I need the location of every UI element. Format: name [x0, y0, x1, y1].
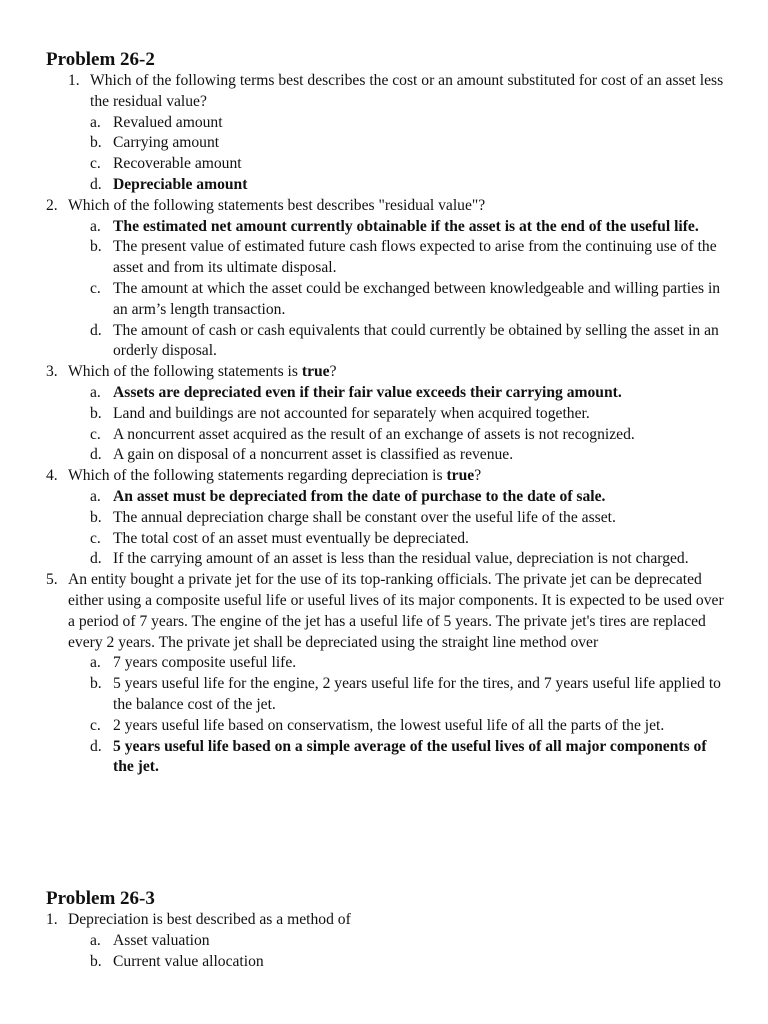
question-number: 1.: [46, 911, 58, 928]
option-letter: b.: [90, 404, 102, 422]
option-letter: a.: [90, 487, 101, 505]
option-c: [0, 529, 768, 550]
answer-options: [0, 653, 768, 778]
option-c: [0, 279, 768, 321]
question-text-part: ?: [474, 467, 482, 485]
option-a-correct: [0, 383, 768, 404]
emphasis-true: true: [446, 467, 475, 485]
option-b: [0, 133, 768, 154]
option-letter: b.: [90, 238, 102, 256]
option-letter: d.: [90, 321, 102, 339]
option-b: [0, 508, 768, 529]
option-text: If the carrying amount of an asset is less than the residual value, depreciation is not charged.: [113, 550, 689, 568]
option-text: Depreciable amount: [113, 175, 248, 193]
option-text: Carrying amount: [113, 134, 220, 152]
option-c: [0, 154, 768, 175]
option-text: Current value allocation: [113, 952, 264, 970]
option-text: The annual depreciation charge shall be constant over the useful life of the asset.: [113, 508, 616, 526]
option-letter: a.: [90, 217, 101, 235]
option-letter: d.: [90, 550, 102, 568]
option-c: [0, 716, 768, 737]
option-letter: c.: [90, 279, 101, 297]
option-letter: b.: [90, 952, 102, 970]
option-b: [0, 952, 768, 973]
option-text: The amount at which the asset could be exchanged between knowledgeable and willing parties in an arm’s length transaction.: [113, 279, 721, 318]
option-text: The estimated net amount currently obtainable if the asset is at the end of the useful life.: [113, 217, 699, 235]
question-text-part: Which of the following statements regarding depreciation is: [68, 467, 447, 485]
option-letter: c.: [90, 716, 101, 734]
option-d: [0, 321, 768, 363]
question-text: [0, 466, 768, 487]
option-b: [0, 404, 768, 425]
option-text: The amount of cash or cash equivalents that could currently be obtained by selling the asset in an orderly disposal.: [113, 321, 719, 360]
question-number: 3.: [46, 363, 58, 381]
option-a-correct: [0, 217, 768, 238]
option-text: 2 years useful life based on conservatism, the lowest useful life of all the parts of the jet.: [113, 716, 665, 734]
problem-26-3-questions: [0, 910, 768, 972]
option-d: [0, 445, 768, 466]
option-text: Land and buildings are not accounted for separately when acquired together.: [113, 404, 590, 422]
problem-26-2-questions: [0, 71, 768, 778]
option-text: The total cost of an asset must eventually be depreciated.: [113, 529, 469, 547]
option-letter: b.: [90, 508, 102, 526]
option-text: Assets are depreciated even if their fair value exceeds their carrying amount.: [113, 383, 622, 401]
question-number: 5.: [46, 571, 58, 589]
option-a: [0, 653, 768, 674]
option-a: [0, 931, 768, 952]
option-letter: d.: [90, 446, 102, 464]
option-d: [0, 549, 768, 570]
option-text: 7 years composite useful life.: [113, 654, 297, 672]
option-letter: a.: [90, 113, 101, 131]
option-text: 5 years useful life for the engine, 2 years useful life for the tires, and 7 years useful life applied to the balance cost of the jet.: [113, 675, 721, 713]
option-letter: a.: [90, 654, 101, 672]
option-text: A noncurrent asset acquired as the result of an exchange of assets is not recognized.: [113, 425, 635, 443]
option-text: 5 years useful life based on a simple average of the useful lives of all major components of the jet.: [113, 737, 707, 776]
question-number: 1.: [68, 72, 80, 89]
option-letter: c.: [90, 155, 101, 173]
answer-options: [0, 487, 768, 570]
option-c: [0, 425, 768, 446]
option-text: A gain on disposal of a noncurrent asset is classified as revenue.: [113, 446, 514, 464]
option-letter: d.: [90, 175, 102, 193]
option-letter: b.: [90, 134, 102, 152]
option-text: Asset valuation: [113, 931, 210, 949]
option-a-correct: [0, 487, 768, 508]
answer-options: [0, 931, 768, 973]
option-text: The present value of estimated future cash flows expected to arise from the continuing use of the asset and from its ultimate disposal.: [113, 238, 717, 277]
answer-options: [0, 217, 768, 363]
question-2: [0, 196, 768, 362]
problem-26-2-heading: Problem 26-2: [46, 49, 155, 70]
question-3: [0, 362, 768, 466]
option-letter: c.: [90, 529, 101, 547]
question-text-part: ?: [329, 363, 337, 381]
option-a: [0, 113, 768, 134]
question-4: [0, 466, 768, 570]
question-text: Which of the following statements best describes "residual value"?: [68, 196, 486, 214]
option-letter: b.: [90, 675, 102, 693]
question-number: 2.: [46, 196, 58, 214]
question-text-part: Which of the following statements is: [68, 363, 302, 381]
question-1: [0, 71, 768, 196]
option-d-correct: [0, 175, 768, 196]
option-letter: d.: [90, 737, 102, 755]
question-5: [0, 570, 768, 778]
option-letter: c.: [90, 425, 101, 443]
option-d-correct: [0, 737, 768, 779]
question-text: Which of the following terms best describes the cost or an amount substituted for cost of an asset less the residual value?: [90, 72, 724, 110]
option-b: [0, 237, 768, 279]
option-text: Recoverable amount: [113, 155, 242, 173]
question-1: [0, 910, 768, 972]
question-text: Depreciation is best described as a method of: [68, 911, 351, 928]
problem-26-3-heading: Problem 26-3: [46, 888, 155, 909]
answer-options: [0, 383, 768, 466]
emphasis-true: true: [301, 363, 330, 381]
option-b: [0, 674, 768, 716]
option-text: Revalued amount: [113, 113, 223, 131]
option-text: An asset must be depreciated from the date of purchase to the date of sale.: [113, 487, 606, 505]
option-letter: a.: [90, 931, 101, 949]
question-number: 4.: [46, 467, 58, 485]
option-letter: a.: [90, 383, 101, 401]
question-text: An entity bought a private jet for the use of its top-ranking officials. The private jet can be deprecated either using a composite useful life or useful lives of its major components. It is expected to be used over a period of 7 years. The engine of the jet has a useful life of 5 years. The private jet's tires are replaced every 2 years. The private jet shall be depreciated using the straight line method over: [68, 571, 724, 651]
question-text: [0, 362, 768, 383]
answer-options: [0, 113, 768, 196]
